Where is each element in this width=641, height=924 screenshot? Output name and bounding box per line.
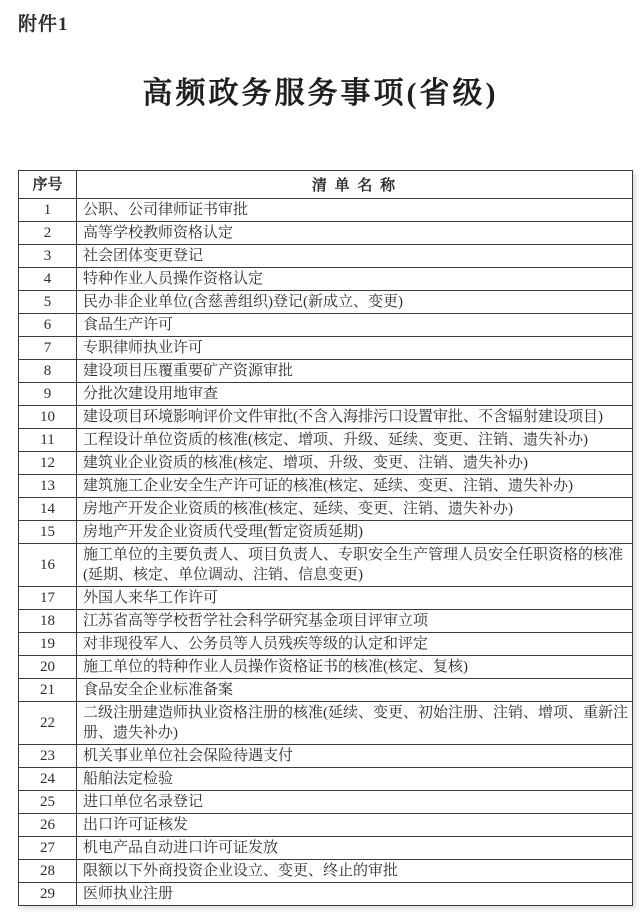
row-item-name: 船舶法定检验 [77, 768, 633, 791]
row-serial-number: 29 [19, 883, 77, 906]
table-row [19, 883, 633, 906]
table-row [19, 791, 633, 814]
table-row [19, 498, 633, 521]
table-row [19, 337, 633, 360]
row-serial-number: 2 [19, 222, 77, 245]
row-item-name: 高等学校教师资格认定 [77, 222, 633, 245]
row-item-name: 食品安全企业标准备案 [77, 679, 633, 702]
row-item-name: 医师执业注册 [77, 883, 633, 906]
row-item-name: 建筑施工企业安全生产许可证的核准(核定、延续、变更、注销、遗失补办) [77, 475, 633, 498]
table-row [19, 610, 633, 633]
row-serial-number: 15 [19, 521, 77, 544]
table-row [19, 475, 633, 498]
table-row [19, 814, 633, 837]
table-header-row [19, 171, 633, 199]
row-serial-number: 1 [19, 199, 77, 222]
table-row [19, 633, 633, 656]
row-item-name: 施工单位的主要负责人、项目负责人、专职安全生产管理人员安全任职资格的核准(延期、核定、单位调动、注销、信息变更) [77, 544, 633, 587]
row-serial-number: 12 [19, 452, 77, 475]
table-row [19, 314, 633, 337]
row-serial-number: 23 [19, 745, 77, 768]
row-item-name: 外国人来华工作许可 [77, 587, 633, 610]
table-row [19, 860, 633, 883]
row-serial-number: 11 [19, 429, 77, 452]
table-row [19, 268, 633, 291]
row-serial-number: 24 [19, 768, 77, 791]
row-item-name: 机电产品自动进口许可证发放 [77, 837, 633, 860]
table-row [19, 406, 633, 429]
row-item-name: 限额以下外商投资企业设立、变更、终止的审批 [77, 860, 633, 883]
table-row [19, 768, 633, 791]
row-item-name: 建设项目环境影响评价文件审批(不含入海排污口设置审批、不含辐射建设项目) [77, 406, 633, 429]
row-item-name: 建筑业企业资质的核准(核定、增项、升级、变更、注销、遗失补办) [77, 452, 633, 475]
row-item-name: 公职、公司律师证书审批 [77, 199, 633, 222]
table-row [19, 199, 633, 222]
row-item-name: 社会团体变更登记 [77, 245, 633, 268]
table-row [19, 360, 633, 383]
row-serial-number: 27 [19, 837, 77, 860]
row-serial-number: 17 [19, 587, 77, 610]
table-row [19, 587, 633, 610]
table-row [19, 702, 633, 745]
table-row [19, 245, 633, 268]
row-serial-number: 16 [19, 544, 77, 587]
row-serial-number: 4 [19, 268, 77, 291]
row-serial-number: 18 [19, 610, 77, 633]
row-item-name: 食品生产许可 [77, 314, 633, 337]
table-row [19, 429, 633, 452]
table-row [19, 521, 633, 544]
row-serial-number: 26 [19, 814, 77, 837]
row-serial-number: 14 [19, 498, 77, 521]
row-serial-number: 9 [19, 383, 77, 406]
row-item-name: 房地产开发企业资质的核准(核定、延续、变更、注销、遗失补办) [77, 498, 633, 521]
row-item-name: 分批次建设用地审查 [77, 383, 633, 406]
table-row [19, 679, 633, 702]
row-item-name: 民办非企业单位(含慈善组织)登记(新成立、变更) [77, 291, 633, 314]
header-list-name: 清 单 名 称 [77, 171, 633, 199]
row-item-name: 施工单位的特种作业人员操作资格证书的核准(核定、复核) [77, 656, 633, 679]
attachment-label: 附件1 [18, 14, 69, 35]
row-serial-number: 7 [19, 337, 77, 360]
row-item-name: 出口许可证核发 [77, 814, 633, 837]
table-row [19, 291, 633, 314]
table-row [19, 383, 633, 406]
row-item-name: 特种作业人员操作资格认定 [77, 268, 633, 291]
service-items-table [18, 170, 633, 906]
row-serial-number: 13 [19, 475, 77, 498]
header-serial-number: 序号 [19, 171, 77, 199]
row-item-name: 江苏省高等学校哲学社会科学研究基金项目评审立项 [77, 610, 633, 633]
row-serial-number: 6 [19, 314, 77, 337]
row-serial-number: 19 [19, 633, 77, 656]
table-row [19, 452, 633, 475]
table-row [19, 656, 633, 679]
row-serial-number: 20 [19, 656, 77, 679]
row-item-name: 二级注册建造师执业资格注册的核准(延续、变更、初始注册、注销、增项、重新注册、遗失补办) [77, 702, 633, 745]
table-row [19, 837, 633, 860]
row-item-name: 对非现役军人、公务员等人员残疾等级的认定和评定 [77, 633, 633, 656]
row-serial-number: 10 [19, 406, 77, 429]
row-serial-number: 22 [19, 702, 77, 745]
row-item-name: 建设项目压覆重要矿产资源审批 [77, 360, 633, 383]
table-row [19, 222, 633, 245]
row-serial-number: 5 [19, 291, 77, 314]
table-row [19, 745, 633, 768]
row-item-name: 房地产开发企业资质代受理(暂定资质延期) [77, 521, 633, 544]
page-title: 高频政务服务事项(省级) [142, 77, 499, 110]
row-serial-number: 28 [19, 860, 77, 883]
row-item-name: 机关事业单位社会保险待遇支付 [77, 745, 633, 768]
row-serial-number: 3 [19, 245, 77, 268]
row-item-name: 专职律师执业许可 [77, 337, 633, 360]
row-item-name: 工程设计单位资质的核准(核定、增项、升级、延续、变更、注销、遗失补办) [77, 429, 633, 452]
row-serial-number: 25 [19, 791, 77, 814]
row-serial-number: 21 [19, 679, 77, 702]
row-item-name: 进口单位名录登记 [77, 791, 633, 814]
table-body [19, 199, 633, 906]
table-row [19, 544, 633, 587]
row-serial-number: 8 [19, 360, 77, 383]
